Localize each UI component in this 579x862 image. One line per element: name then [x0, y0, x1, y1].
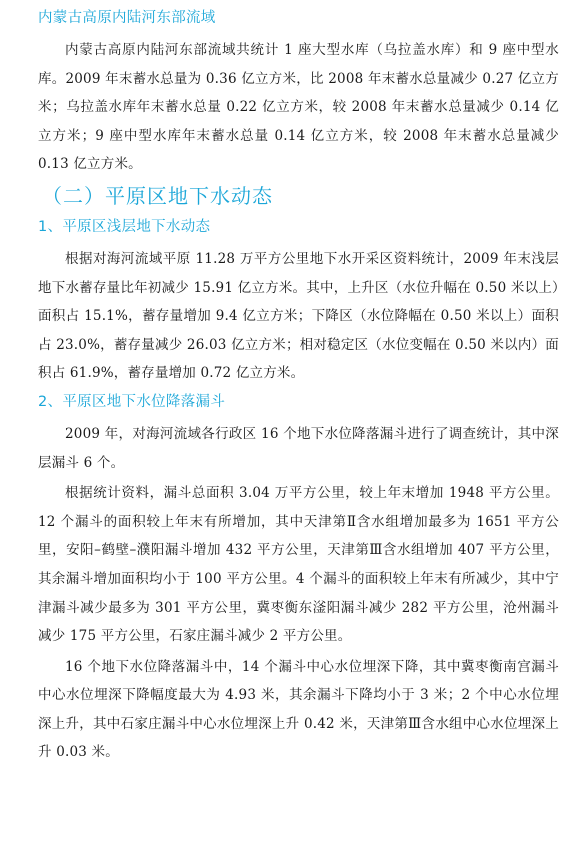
section-heading-inner-mongolia: 内蒙古高原内陆河东部流域 [38, 10, 216, 26]
subsection-heading-depression-cones: 2、平原区地下水位降落漏斗 [38, 393, 226, 410]
paragraph-depression-cones-survey: 2009 年，对海河流域各行政区 16 个地下水位降落漏斗进行了调查统计，其中深层漏斗 6 个。 [38, 425, 559, 471]
subsection-heading-shallow-groundwater: 1、平原区浅层地下水动态 [38, 218, 211, 235]
paragraph-depression-cones-area: 根据统计资料，漏斗总面积 3.04 万平方公里，较上年末增加 1948 平方公里。12 个漏斗的面积较上年末有所增加，其中天津第Ⅱ含水组增加最多为 1651 平方公里，安阳–鹤壁–濮阳漏斗增加 432 平方公里，天津第Ⅲ含水组增加 407 平方公里，其余漏斗增加面积均小于 100 平方公里。4 个漏斗的面积较上年末有所减少，其中宁津漏斗减少最多为 301 平方公里，冀枣衡东滏阳漏斗减少 282 平方公里，沧州漏斗减少 175 平方公里，石家庄漏斗减少 2 平方公里。 [38, 485, 559, 645]
paragraph-depression-cones-depth: 16 个地下水位降落漏斗中，14 个漏斗中心水位埋深下降，其中冀枣衡南宫漏斗中心水位埋深下降幅度最大为 4.93 米，其余漏斗下降均小于 3 米；2 个中心水位埋深上升，其中石家庄漏斗中心水位埋深上升 0.42 米，天津第Ⅲ含水组中心水位埋深上升 0.03 米。 [38, 658, 559, 761]
chapter-heading-plain-groundwater: （二）平原区地下水动态 [42, 183, 273, 208]
paragraph-shallow-groundwater: 根据对海河流域平原 11.28 万平方公里地下水开采区资料统计，2009 年末浅层地下水蓄存量比年初减少 15.91 亿立方米。其中，上升区（水位升幅在 0.50 米以上）面积占 15.1%，蓄存量增加 9.4 亿立方米；下降区（水位降幅在 0.50 米以上）面积占 23.0%，蓄存量减少 26.03 亿立方米；相对稳定区（水位变幅在 0.50 米以内）面积占 61.9%，蓄存量增加 0.72 亿立方米。 [38, 250, 559, 382]
paragraph-inner-mongolia-reservoirs: 内蒙古高原内陆河东部流域共统计 1 座大型水库（乌拉盖水库）和 9 座中型水库。2009 年末蓄水总量为 0.36 亿立方米，比 2008 年末蓄水总量减少 0.27 亿立方米；乌拉盖水库年末蓄水总量 0.22 亿立方米，较 2008 年末蓄水总量减少 0.14 亿立方米；9 座中型水库年末蓄水总量 0.14 亿立方米，较 2008 年末蓄水总量减少 0.13 亿立方米。 [38, 42, 559, 173]
